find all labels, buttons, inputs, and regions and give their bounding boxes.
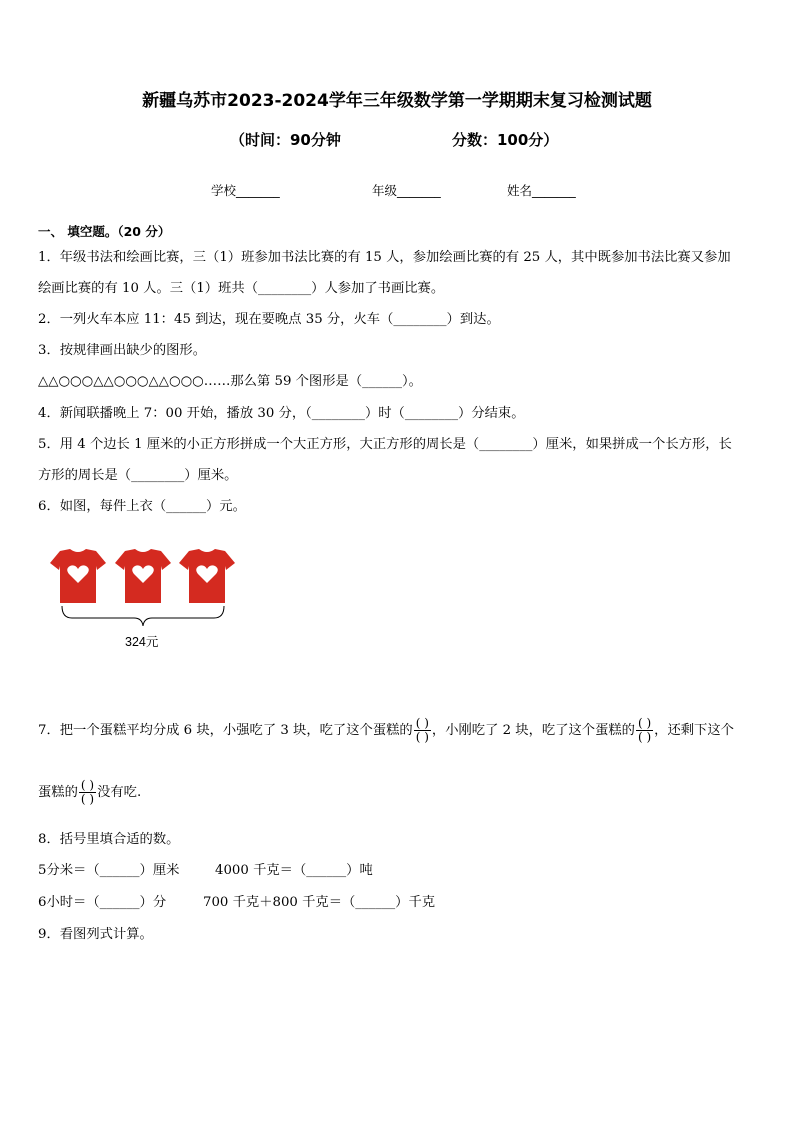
- question-6: 6．如图，每件上衣（______）元。: [38, 499, 246, 514]
- question-7-text-c: ，还剩下这个: [654, 723, 734, 738]
- question-1-line-2: 绘画比赛的有 10 人。三（1）班共（________）人参加了书画比赛。: [38, 281, 445, 296]
- question-8-item-b: 4000 千克＝（______）吨: [215, 863, 373, 878]
- tshirt-image-3: [179, 549, 235, 603]
- question-7-text-a: 7．把一个蛋糕平均分成 6 块，小强吃了 3 块，吃了这个蛋糕的: [38, 723, 413, 738]
- question-7-line-2: [38, 774, 141, 812]
- section-title: 一、 填空题。（20 分）: [38, 224, 171, 239]
- question-4: 4．新闻联播晚上 7：00 开始，播放 30 分，（________）时（________）分结束。: [38, 406, 525, 421]
- question-8: 8．括号里填合适的数。: [38, 832, 180, 847]
- page-title: 新疆乌苏市2023-2024学年三年级数学第一学期期末复习检测试题: [142, 91, 652, 111]
- name-field: 姓名_______: [507, 183, 576, 198]
- question-8-item-a: 5分米＝（______）厘米: [38, 863, 180, 878]
- grade-field: 年级_______: [372, 183, 441, 198]
- total-price-label: 324元: [125, 635, 159, 649]
- tshirt-image-2: [115, 549, 171, 603]
- question-7-text-b: ，小刚吃了 2 块，吃了这个蛋糕的: [431, 723, 635, 738]
- question-7-text-e: 没有吃.: [97, 785, 142, 800]
- question-2: 2．一列火车本应 11：45 到达，现在要晚点 35 分，火车（________）到达。: [38, 312, 500, 327]
- fraction-blank-2: $\frac{( )}{( )}$: [637, 716, 652, 744]
- question-5-line-1: 5．用 4 个边长 1 厘米的小正方形拼成一个大正方形，大正方形的周长是（________）厘米，如果拼成一个长方形，长: [38, 437, 732, 452]
- total-brace: [60, 604, 226, 628]
- tshirt-image-1: [50, 549, 106, 603]
- exam-time: （时间：90分钟: [230, 131, 341, 149]
- fraction-blank-1: $\frac{( )}{( )}$: [415, 716, 429, 744]
- question-5-line-2: 方形的周长是（________）厘米。: [38, 468, 238, 483]
- question-7-line-1: [38, 712, 734, 750]
- question-8-item-c: 6小时＝（______）分: [38, 895, 167, 910]
- school-field: 学校_______: [211, 183, 280, 198]
- question-8-item-d: 700 千克＋800 千克＝（______）千克: [203, 895, 436, 910]
- exam-score: 分数：100分）: [452, 131, 559, 149]
- fraction-blank-3: $\frac{( )}{( )}$: [80, 778, 95, 806]
- question-3: 3．按规律画出缺少的图形。: [38, 343, 207, 358]
- question-7-text-d: 蛋糕的: [38, 785, 78, 800]
- question-9: 9．看图列式计算。: [38, 927, 153, 942]
- question-3-pattern: △△○○○△△○○○△△○○○……那么第 59 个图形是（______）。: [38, 374, 422, 389]
- question-1-line-1: 1．年级书法和绘画比赛，三（1）班参加书法比赛的有 15 人，参加绘画比赛的有 25 人，其中既参加书法比赛又参加: [38, 250, 731, 265]
